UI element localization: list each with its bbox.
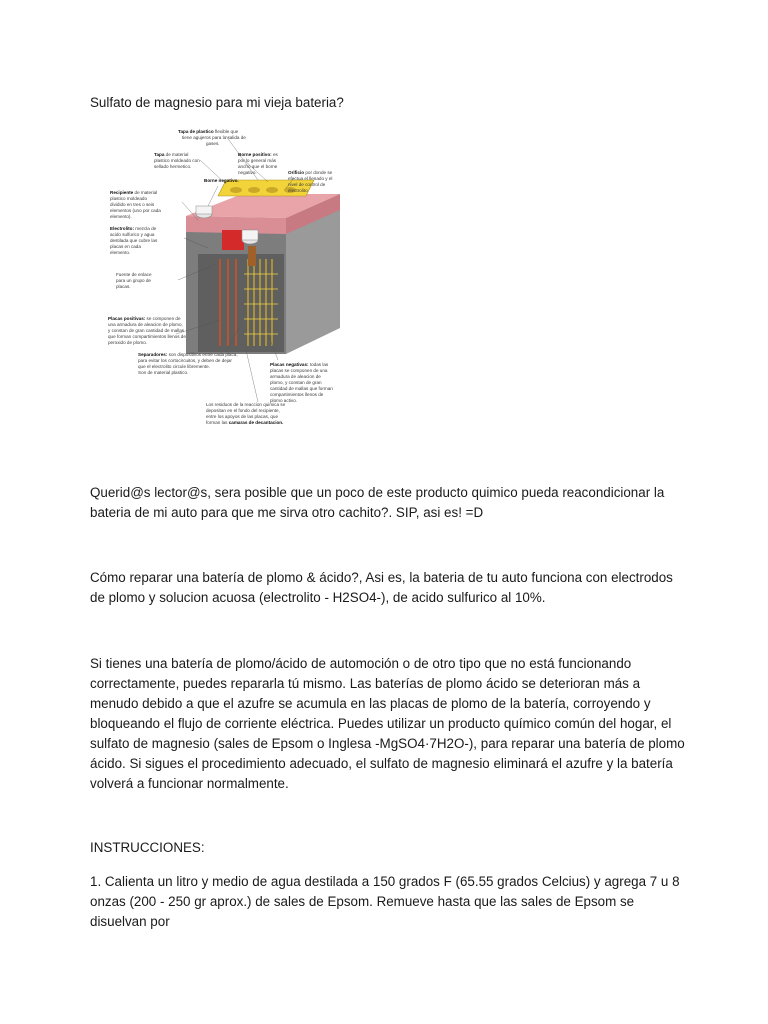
- connector-strap: [248, 246, 256, 266]
- label-tapa-material: Tapa de material plastico moldeado con sellado hermetico.: [154, 152, 200, 169]
- label-borne-negativo: Borne negativo.: [204, 178, 239, 183]
- instructions-heading: INSTRUCCIONES:: [90, 840, 205, 855]
- battery-diagram: [108, 124, 356, 430]
- label-recipiente: Recipiente de material plastico moldeado dividido en tres o seis elementos (uno por cada elemento).: [110, 190, 161, 219]
- label-electrolito: Electrolito: mezcla de acido sulfurico y agua destilada que cubre las placas en cada elemento.: [110, 226, 158, 255]
- label-placas-positivas: Placas positivas: se componen de una armadura de aleacion de plomo, y constan de gran cantidad de mallas que forman compartimientos llenos de peroxido de plomo.: [108, 316, 186, 345]
- label-separadores: Separadores: son dispositivos entre cada placa, para evitar los cortocircuitos, y deben de dejar que el electrolito circule libremente. Son de material plastico.: [138, 352, 238, 375]
- label-orificio: Orificio por donde se efectua el llenado y el nivel de control de electrolito: [288, 170, 333, 193]
- battery-cutaway: [198, 254, 284, 352]
- vent-cap: [248, 187, 260, 193]
- label-borne-positivo: Borne positivo: es por lo general más ancho que el borne negativo.: [238, 152, 278, 175]
- paragraph-how-to: Cómo reparar una batería de plomo & ácido?, Asi es, la bateria de tu auto funciona con electrodos de plomo y solucion acuosa (electrolito - H2SO4-), de acido sulfurico al 10%.: [90, 570, 673, 605]
- paragraph-explanation: Si tienes una batería de plomo/ácido de automoción o de otro tipo que no está funcionando correctamente, puedes repararla tú mismo. Las baterías de plomo ácido se deterioran más a menudo debido a que el azufre se acumula en las placas de plomo de la batería, corroyendo y bloqueando el flujo de corriente eléctrica. Puedes utilizar un producto químico común del hogar, el sulfato de magnesio (sales de Epsom o Inglesa -MgSO4·7H2O-), para reparar una batería de plomo ácido. Si sigues el procedimiento adecuado, el sulfato de magnesio eliminará el azufre y la batería volverá a funcionar normalmente.: [90, 656, 685, 791]
- label-placas-negativas: Placas negativas: todas las placas se componen de una armadura de aleacion de plomo, y constan de gran cantidad de mallas que forman compartimientos llenos de plomo activo.: [270, 362, 333, 403]
- label-residuos: Los residuos de la reaccion quimica se depositan en el fondo del recipiente, entre los apoyos de las placas, que forman las camaras de decantacion.: [206, 402, 286, 425]
- positive-terminal-zone: [222, 230, 244, 250]
- paragraph-intro: Querid@s lector@s, sera posible que un poco de este producto quimico pueda reacondicionar la bateria de mi auto para que me sirva otro cachito?. SIP, asi es! =D: [90, 485, 665, 520]
- vent-cap: [230, 187, 242, 193]
- instruction-step-1: 1. Calienta un litro y medio de agua destilada a 150 grados F (65.55 grados Celcius) y agrega 7 u 8 onzas (200 - 250 gr aprox.) de sales de Epsom. Remueve hasta que las sales de Epsom se disuelvan por: [90, 874, 680, 929]
- vent-cap: [266, 187, 278, 193]
- label-fuente: Fuente de enlace para un grupo de placas.: [116, 272, 152, 289]
- document-title: Sulfato de magnesio para mi vieja bateria?: [90, 95, 344, 110]
- label-tapa: Tapa de plastico flexible que tiene agujeros para la salida de gases.: [178, 129, 246, 146]
